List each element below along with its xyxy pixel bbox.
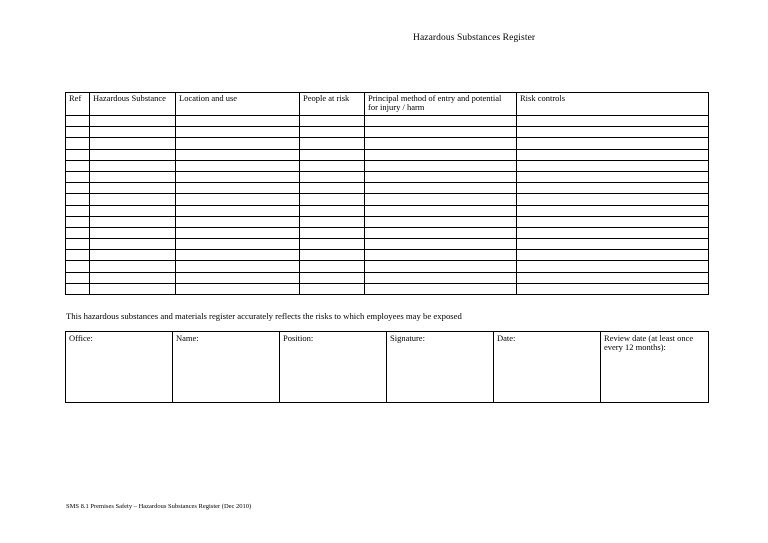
table-cell[interactable] xyxy=(90,283,176,294)
table-cell[interactable] xyxy=(176,239,300,250)
table-cell[interactable] xyxy=(90,239,176,250)
table-cell[interactable] xyxy=(517,272,709,283)
table-cell[interactable] xyxy=(300,216,365,227)
table-cell[interactable] xyxy=(517,283,709,294)
table-cell[interactable] xyxy=(176,205,300,216)
table-cell[interactable] xyxy=(176,127,300,138)
table-row xyxy=(66,116,709,127)
table-row xyxy=(66,149,709,160)
table-cell[interactable] xyxy=(176,216,300,227)
table-cell[interactable] xyxy=(66,127,90,138)
table-row xyxy=(66,283,709,294)
table-cell[interactable] xyxy=(176,149,300,160)
table-cell[interactable] xyxy=(300,239,365,250)
table-cell[interactable] xyxy=(300,127,365,138)
table-cell[interactable] xyxy=(66,250,90,261)
table-cell[interactable] xyxy=(517,239,709,250)
table-cell[interactable] xyxy=(66,227,90,238)
table-cell[interactable] xyxy=(90,138,176,149)
table-cell[interactable] xyxy=(517,205,709,216)
table-cell[interactable] xyxy=(90,149,176,160)
register-statement: This hazardous substances and materials register accurately reflects the risks to which employees may be exposed xyxy=(66,311,462,321)
hazardous-substances-table xyxy=(65,92,709,295)
table-cell[interactable] xyxy=(300,250,365,261)
table-cell[interactable] xyxy=(300,149,365,160)
table-row xyxy=(66,160,709,171)
table-cell[interactable] xyxy=(300,194,365,205)
table-cell[interactable] xyxy=(176,171,300,182)
table-cell[interactable] xyxy=(365,160,517,171)
table-row xyxy=(66,272,709,283)
table-cell[interactable] xyxy=(365,171,517,182)
document-title: Hazardous Substances Register xyxy=(413,33,536,43)
table-cell[interactable] xyxy=(66,138,90,149)
table-cell[interactable] xyxy=(90,272,176,283)
table-cell[interactable] xyxy=(365,127,517,138)
table-cell[interactable] xyxy=(517,194,709,205)
table-cell[interactable] xyxy=(90,116,176,127)
table-cell[interactable] xyxy=(66,116,90,127)
table-cell[interactable] xyxy=(300,261,365,272)
table-row xyxy=(66,127,709,138)
table-cell[interactable] xyxy=(90,171,176,182)
header-ref: Ref xyxy=(66,93,90,116)
table-cell[interactable] xyxy=(517,250,709,261)
table-cell[interactable] xyxy=(517,116,709,127)
table-header-row xyxy=(66,93,709,116)
table-cell[interactable] xyxy=(66,149,90,160)
table-cell[interactable] xyxy=(517,127,709,138)
table-cell[interactable] xyxy=(90,216,176,227)
table-cell[interactable] xyxy=(90,127,176,138)
header-location-and-use: Location and use xyxy=(176,93,300,116)
table-cell[interactable] xyxy=(66,261,90,272)
table-row xyxy=(66,205,709,216)
table-cell[interactable] xyxy=(300,283,365,294)
table-cell[interactable] xyxy=(517,149,709,160)
table-row xyxy=(66,183,709,194)
header-risk-controls: Risk controls xyxy=(517,93,709,116)
table-cell[interactable] xyxy=(176,116,300,127)
table-cell[interactable] xyxy=(365,283,517,294)
table-cell[interactable] xyxy=(300,205,365,216)
table-cell[interactable] xyxy=(176,272,300,283)
table-cell[interactable] xyxy=(517,227,709,238)
table-cell[interactable] xyxy=(176,283,300,294)
signature-field[interactable]: Signature: xyxy=(387,332,494,403)
header-hazardous-substance: Hazardous Substance xyxy=(90,93,176,116)
name-field[interactable]: Name: xyxy=(173,332,280,403)
table-cell[interactable] xyxy=(176,261,300,272)
table-cell[interactable] xyxy=(365,116,517,127)
table-cell[interactable] xyxy=(365,138,517,149)
table-cell[interactable] xyxy=(365,216,517,227)
signoff-table xyxy=(65,331,709,403)
table-cell[interactable] xyxy=(365,250,517,261)
date-field[interactable]: Date: xyxy=(494,332,601,403)
table-cell[interactable] xyxy=(66,205,90,216)
table-cell[interactable] xyxy=(365,183,517,194)
table-cell[interactable] xyxy=(517,183,709,194)
table-cell[interactable] xyxy=(66,239,90,250)
table-cell[interactable] xyxy=(66,283,90,294)
table-row xyxy=(66,138,709,149)
header-people-at-risk: People at risk xyxy=(300,93,365,116)
table-cell[interactable] xyxy=(365,239,517,250)
table-cell[interactable] xyxy=(300,116,365,127)
table-cell[interactable] xyxy=(90,160,176,171)
table-row xyxy=(66,216,709,227)
table-cell[interactable] xyxy=(176,160,300,171)
table-cell[interactable] xyxy=(176,250,300,261)
signoff-row xyxy=(66,332,709,403)
table-cell[interactable] xyxy=(176,183,300,194)
table-cell[interactable] xyxy=(517,171,709,182)
table-cell[interactable] xyxy=(300,160,365,171)
table-cell[interactable] xyxy=(66,171,90,182)
table-cell[interactable] xyxy=(517,160,709,171)
office-field[interactable]: Office: xyxy=(66,332,173,403)
review-date-field[interactable]: Review date (at least once every 12 months): xyxy=(601,332,709,403)
table-cell[interactable] xyxy=(365,205,517,216)
table-row xyxy=(66,250,709,261)
table-cell[interactable] xyxy=(300,171,365,182)
table-cell[interactable] xyxy=(176,194,300,205)
table-cell[interactable] xyxy=(66,272,90,283)
table-cell[interactable] xyxy=(365,261,517,272)
page-footer: SMS 8.1 Premises Safety – Hazardous Substances Register (Dec 2010) xyxy=(66,503,252,510)
table-cell[interactable] xyxy=(66,183,90,194)
header-principal-method: Principal method of entry and potential for injury / harm xyxy=(365,93,517,116)
table-row xyxy=(66,171,709,182)
table-cell[interactable] xyxy=(66,160,90,171)
table-cell[interactable] xyxy=(90,194,176,205)
table-cell[interactable] xyxy=(90,183,176,194)
position-field[interactable]: Position: xyxy=(280,332,387,403)
table-cell[interactable] xyxy=(300,183,365,194)
table-cell[interactable] xyxy=(300,227,365,238)
table-cell[interactable] xyxy=(365,272,517,283)
table-cell[interactable] xyxy=(365,227,517,238)
table-row xyxy=(66,239,709,250)
table-cell[interactable] xyxy=(176,227,300,238)
table-cell[interactable] xyxy=(66,216,90,227)
table-cell[interactable] xyxy=(517,138,709,149)
table-cell[interactable] xyxy=(66,194,90,205)
table-row xyxy=(66,194,709,205)
table-cell[interactable] xyxy=(300,138,365,149)
table-cell[interactable] xyxy=(300,272,365,283)
table-cell[interactable] xyxy=(517,261,709,272)
table-cell[interactable] xyxy=(176,138,300,149)
table-cell[interactable] xyxy=(90,250,176,261)
table-cell[interactable] xyxy=(365,149,517,160)
table-row xyxy=(66,227,709,238)
table-cell[interactable] xyxy=(90,227,176,238)
table-cell[interactable] xyxy=(90,205,176,216)
table-cell[interactable] xyxy=(517,216,709,227)
table-row xyxy=(66,261,709,272)
table-cell[interactable] xyxy=(365,194,517,205)
table-cell[interactable] xyxy=(90,261,176,272)
